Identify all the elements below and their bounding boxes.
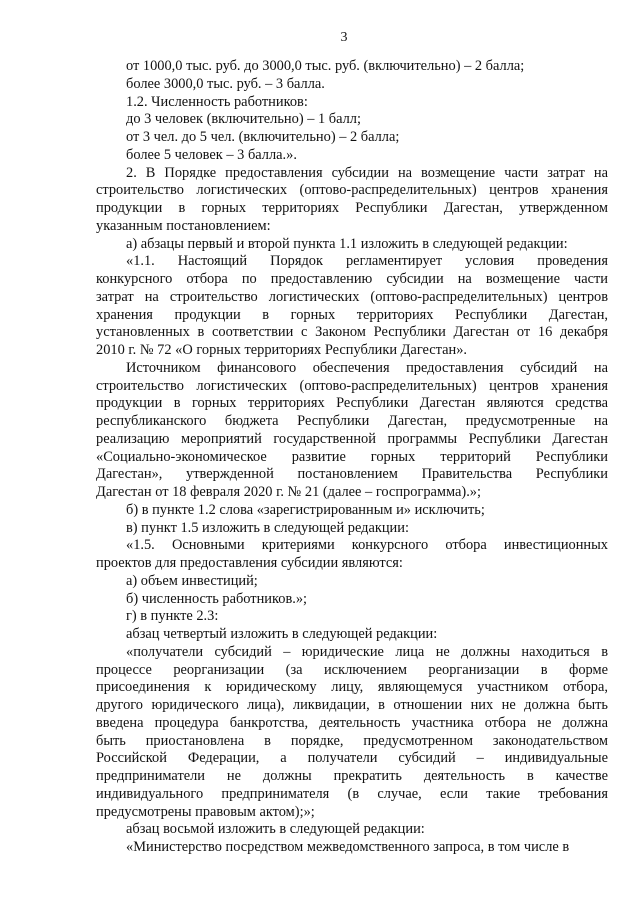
paragraph bbox=[96, 608, 608, 626]
text-line: предусмотрены правовым актом);»; bbox=[96, 803, 315, 820]
text-line: в) пункт 1.5 изложить в следующей редакции: bbox=[126, 519, 409, 536]
page-number: 3 bbox=[340, 30, 348, 45]
text-line: более 3000,0 тыс. руб. – 3 балла. bbox=[126, 75, 325, 92]
text-line: затрат на строительство логистических (оптово-распределительных) центров bbox=[96, 288, 608, 305]
text-line: проектов для предоставления субсидии являются: bbox=[96, 555, 403, 571]
text-line: 2. В Порядке предоставления субсидии на возмещение части затрат на bbox=[126, 164, 608, 181]
paragraph bbox=[96, 253, 608, 360]
text-line: Источником финансового обеспечения предоставления субсидий на bbox=[126, 359, 608, 376]
text-line: «Министерство посредством межведомственного запроса, в том числе в bbox=[126, 839, 570, 855]
paragraph bbox=[96, 591, 608, 609]
paragraph bbox=[96, 129, 608, 147]
text-line: реализацию мероприятий государственной программы Республики Дагестан bbox=[96, 430, 608, 447]
text-line: строительство логистических (оптово-распределительных) центров хранения bbox=[96, 377, 608, 394]
text-line: продукции в горных территориях Республики Дагестан являются средства bbox=[96, 395, 608, 412]
text-line: от 1000,0 тыс. руб. до 3000,0 тыс. руб. (включительно) – 2 балла; bbox=[126, 58, 525, 74]
paragraph bbox=[96, 573, 608, 591]
paragraph bbox=[96, 537, 608, 573]
text-line: от 3 чел. до 5 чел. (включительно) – 2 балла; bbox=[126, 129, 400, 145]
text-line: присоединения к юридическому лицу, являющемуся участником отбора, bbox=[96, 679, 608, 696]
text-line: указанным постановлением: bbox=[96, 217, 271, 234]
text-line: установленных в соответствии с Законом Республики Дагестан от 16 декабря bbox=[96, 324, 608, 341]
text-line: республиканского бюджета Республики Дагестан, предусмотренные на bbox=[96, 413, 608, 429]
text-line: 1.2. Численность работников: bbox=[126, 93, 308, 110]
text-line: Дагестан от 18 февраля 2020 г. № 21 (далее – госпрограмма).»; bbox=[96, 484, 481, 500]
paragraph bbox=[96, 165, 608, 236]
text-line: «Социально-экономическое развитие горных территорий Республики bbox=[96, 448, 608, 465]
paragraph bbox=[96, 58, 608, 76]
paragraph bbox=[96, 76, 608, 94]
paragraph bbox=[96, 821, 608, 839]
text-line: «1.5. Основными критериями конкурсного отбора инвестиционных bbox=[126, 537, 608, 554]
paragraph bbox=[96, 520, 608, 538]
text-line: абзац четвертый изложить в следующей редакции: bbox=[126, 626, 438, 642]
paragraph bbox=[96, 147, 608, 165]
paragraph bbox=[96, 236, 608, 254]
text-line: введена процедура банкротства, деятельность участника отбора не должна bbox=[96, 714, 608, 731]
text-line: другого юридического лица), ликвидации, в отношении них не должна быть bbox=[96, 697, 608, 713]
text-line: быть приостановлена в порядке, предусмотренном законодательством bbox=[96, 732, 608, 749]
text-line: конкурсного отбора по предоставлению субсидии на возмещение части bbox=[96, 271, 608, 287]
paragraph bbox=[96, 360, 608, 502]
text-line: 2010 г. № 72 «О горных территориях Республики Дагестан». bbox=[96, 342, 468, 358]
paragraph bbox=[96, 94, 608, 112]
text-line: продукции в горных территориях Республики Дагестан, утвержденном bbox=[96, 200, 608, 216]
paragraph bbox=[96, 626, 608, 644]
paragraph bbox=[96, 644, 608, 822]
text-line: Дагестан», утвержденной постановлением Правительства Республики bbox=[96, 466, 608, 483]
text-line: до 3 человек (включительно) – 1 балл; bbox=[126, 111, 361, 128]
paragraph bbox=[96, 839, 608, 857]
text-line: Российской Федерации, а получатели субсидий – индивидуальные bbox=[96, 750, 608, 767]
text-line: г) в пункте 2.3: bbox=[126, 608, 219, 625]
paragraph bbox=[96, 502, 608, 520]
text-line: «1.1. Настоящий Порядок регламентирует условия проведения bbox=[126, 253, 608, 270]
text-line: б) в пункте 1.2 слова «зарегистрированным и» исключить; bbox=[126, 501, 485, 518]
text-line: более 5 человек – 3 балла.». bbox=[126, 146, 297, 163]
text-line: б) численность работников.»; bbox=[126, 590, 308, 607]
paragraph bbox=[96, 111, 608, 129]
text-line: абзац восьмой изложить в следующей редакции: bbox=[126, 821, 425, 838]
text-line: процессе реорганизации (за исключением реорганизации в форме bbox=[96, 661, 608, 678]
text-line: хранения продукции в горных территориях Республики Дагестан, bbox=[96, 306, 608, 323]
text-line: строительство логистических (оптово-распределительных) центров хранения bbox=[96, 182, 608, 199]
text-line: а) объем инвестиций; bbox=[126, 572, 258, 589]
text-line: предприниматели не должны прекратить деятельность в качестве bbox=[96, 768, 608, 784]
text-line: а) абзацы первый и второй пункта 1.1 изложить в следующей редакции: bbox=[126, 235, 568, 252]
document-body bbox=[96, 58, 608, 857]
text-line: «получатели субсидий – юридические лица не должны находиться в bbox=[126, 643, 608, 660]
text-line: индивидуального предпринимателя (в случае, если такие требования bbox=[96, 785, 608, 802]
